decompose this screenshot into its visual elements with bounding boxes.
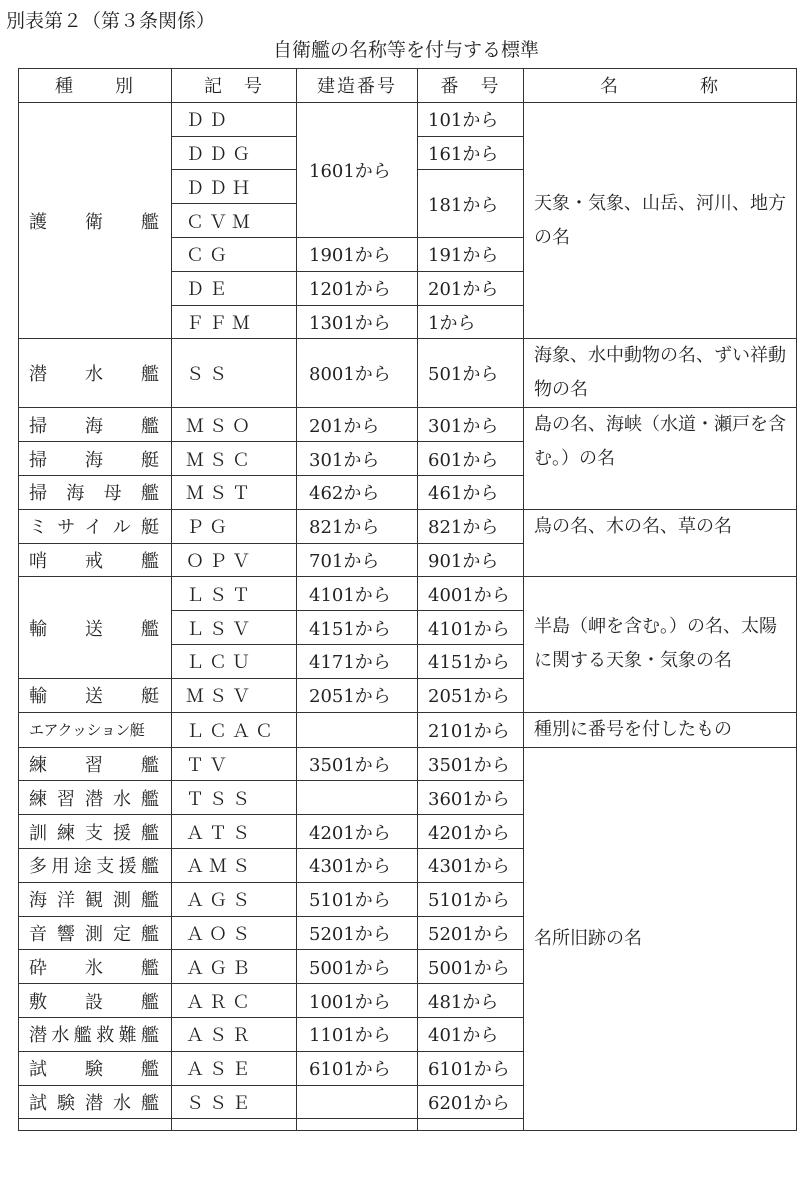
type-cell: 音響測定艦 — [19, 916, 172, 950]
build-cell: 1001から — [297, 984, 418, 1018]
code-cell: ＣＶＭ — [172, 204, 297, 238]
number-cell: 5101から — [418, 882, 524, 916]
build-cell: 5201から — [297, 916, 418, 950]
build-cell — [297, 1119, 418, 1131]
table-row — [19, 712, 797, 747]
type-cell: 多用途支援艦 — [19, 848, 172, 882]
table-row — [19, 102, 797, 136]
code-cell — [172, 1119, 297, 1131]
table-row — [19, 747, 797, 781]
build-cell: 5001から — [297, 950, 418, 984]
type-cell: 掃海母艦 — [19, 475, 172, 509]
code-cell: ＬＣＵ — [172, 644, 297, 678]
code-cell: ＭＳＣ — [172, 442, 297, 476]
build-cell: 462から — [297, 475, 418, 509]
type-cell: 試 験 艦 — [19, 1051, 172, 1085]
build-cell: 1901から — [297, 237, 418, 271]
code-cell: ＳＳＥ — [172, 1085, 297, 1119]
type-cell: 輸 送 艇 — [19, 678, 172, 712]
number-cell: 821から — [418, 509, 524, 543]
number-cell: 4001から — [418, 577, 524, 611]
code-cell: ＡＲＣ — [172, 984, 297, 1018]
number-cell: 4101から — [418, 611, 524, 645]
build-cell: 1201から — [297, 271, 418, 305]
table-row — [19, 509, 797, 543]
type-cell: 潜水艦救難艦 — [19, 1017, 172, 1051]
code-cell: ＡＴＳ — [172, 815, 297, 849]
header-build-number: 建造番号 — [297, 69, 418, 103]
code-cell: ＰＧ — [172, 509, 297, 543]
code-cell: ＡＳＲ — [172, 1017, 297, 1051]
build-cell — [297, 781, 418, 815]
build-cell: 4101から — [297, 577, 418, 611]
build-cell: 6101から — [297, 1051, 418, 1085]
build-cell: 3501から — [297, 747, 418, 781]
header-number: 番 号 — [418, 69, 524, 103]
type-cell: 試験潜水艦 — [19, 1085, 172, 1119]
code-cell: ＤＤ — [172, 102, 297, 136]
name-cell: 島の名、海峡（水道・瀬戸を含む。）の名 — [524, 408, 797, 509]
build-cell: 4151から — [297, 611, 418, 645]
code-cell: ＤＤＧ — [172, 136, 297, 170]
number-cell: 481から — [418, 984, 524, 1018]
build-cell: 301から — [297, 442, 418, 476]
number-cell: 191から — [418, 237, 524, 271]
build-cell — [297, 712, 418, 747]
type-cell: ミサイル艇 — [19, 509, 172, 543]
number-cell: 601から — [418, 442, 524, 476]
type-cell: 砕 氷 艦 — [19, 950, 172, 984]
type-cell: 練 習 艦 — [19, 747, 172, 781]
table-row — [19, 577, 797, 611]
number-cell: 901から — [418, 543, 524, 577]
type-cell: 輸 送 艦 — [19, 577, 172, 678]
type-cell: 掃 海 艇 — [19, 442, 172, 476]
number-cell: 6201から — [418, 1085, 524, 1119]
code-cell: ＴＶ — [172, 747, 297, 781]
build-cell: 1101から — [297, 1017, 418, 1051]
name-cell: 天象・気象、山岳、河川、地方の名 — [524, 102, 797, 339]
code-cell: ＴＳＳ — [172, 781, 297, 815]
type-cell: 海洋観測艦 — [19, 882, 172, 916]
header-type: 種 別 — [19, 69, 172, 103]
code-cell: ＬＳＶ — [172, 611, 297, 645]
ship-naming-table — [18, 68, 797, 1131]
code-cell: ＡＳＥ — [172, 1051, 297, 1085]
code-cell: ＳＳ — [172, 339, 297, 408]
number-cell: 4301から — [418, 848, 524, 882]
number-cell: 201から — [418, 271, 524, 305]
build-cell: 701から — [297, 543, 418, 577]
table-title: 自衛艦の名称等を付与する標準 — [272, 39, 539, 61]
number-cell: 2101から — [418, 712, 524, 747]
code-cell: ＣＧ — [172, 237, 297, 271]
number-cell: 301から — [418, 408, 524, 442]
number-cell: 5001から — [418, 950, 524, 984]
build-cell: 4201から — [297, 815, 418, 849]
build-cell: 2051から — [297, 678, 418, 712]
type-cell: 訓練支援艦 — [19, 815, 172, 849]
code-cell: ＤＥ — [172, 271, 297, 305]
number-cell: 3501から — [418, 747, 524, 781]
type-cell: 掃 海 艦 — [19, 408, 172, 442]
type-cell: 潜 水 艦 — [19, 339, 172, 408]
type-cell: 哨 戒 艦 — [19, 543, 172, 577]
build-cell — [297, 1085, 418, 1119]
name-cell: 名所旧跡の名 — [524, 747, 797, 1131]
code-cell: ＬＳＴ — [172, 577, 297, 611]
type-cell: 練習潜水艦 — [19, 781, 172, 815]
code-cell: ＦＦＭ — [172, 305, 297, 339]
number-cell: 4201から — [418, 815, 524, 849]
build-cell: 8001から — [297, 339, 418, 408]
number-cell: 461から — [418, 475, 524, 509]
code-cell: ＡＯＳ — [172, 916, 297, 950]
header-name: 名 称 — [524, 69, 797, 103]
type-cell: エアクッション艇 — [19, 712, 172, 747]
table-row — [19, 408, 797, 442]
code-cell: ＭＳＶ — [172, 678, 297, 712]
name-cell: 海象、水中動物の名、ずい祥動物の名 — [524, 339, 797, 408]
code-cell: ＤＤＨ — [172, 170, 297, 204]
number-cell: 161から — [418, 136, 524, 170]
type-cell: 護 衛 艦 — [19, 102, 172, 339]
name-cell: 半島（岬を含む。）の名、太陽に関する天象・気象の名 — [524, 577, 797, 712]
code-cell: ＭＳＯ — [172, 408, 297, 442]
build-cell: 821から — [297, 509, 418, 543]
build-cell: 4171から — [297, 644, 418, 678]
number-cell: 1から — [418, 305, 524, 339]
name-cell: 種別に番号を付したもの — [524, 712, 797, 747]
name-cell: 鳥の名、木の名、草の名 — [524, 509, 797, 577]
number-cell: 4151から — [418, 644, 524, 678]
code-cell: ＡＧＳ — [172, 882, 297, 916]
build-cell: 201から — [297, 408, 418, 442]
code-cell: ＡＧＢ — [172, 950, 297, 984]
number-cell: 101から — [418, 102, 524, 136]
build-cell: 1601から — [297, 102, 418, 237]
number-cell: 3601から — [418, 781, 524, 815]
number-cell: 401から — [418, 1017, 524, 1051]
header-row — [19, 69, 797, 103]
build-cell: 4301から — [297, 848, 418, 882]
build-cell: 1301から — [297, 305, 418, 339]
number-cell: 501から — [418, 339, 524, 408]
number-cell: 6101から — [418, 1051, 524, 1085]
table-caption: 別表第２（第３条関係） — [6, 10, 216, 32]
number-cell: 2051から — [418, 678, 524, 712]
code-cell: ＯＰＶ — [172, 543, 297, 577]
code-cell: ＭＳＴ — [172, 475, 297, 509]
build-cell: 5101から — [297, 882, 418, 916]
type-cell — [19, 1119, 172, 1131]
code-cell: ＡＭＳ — [172, 848, 297, 882]
number-cell: 181から — [418, 170, 524, 238]
number-cell — [418, 1119, 524, 1131]
type-cell: 敷 設 艦 — [19, 984, 172, 1018]
number-cell: 5201から — [418, 916, 524, 950]
header-code: 記 号 — [172, 69, 297, 103]
code-cell: ＬＣＡＣ — [172, 712, 297, 747]
